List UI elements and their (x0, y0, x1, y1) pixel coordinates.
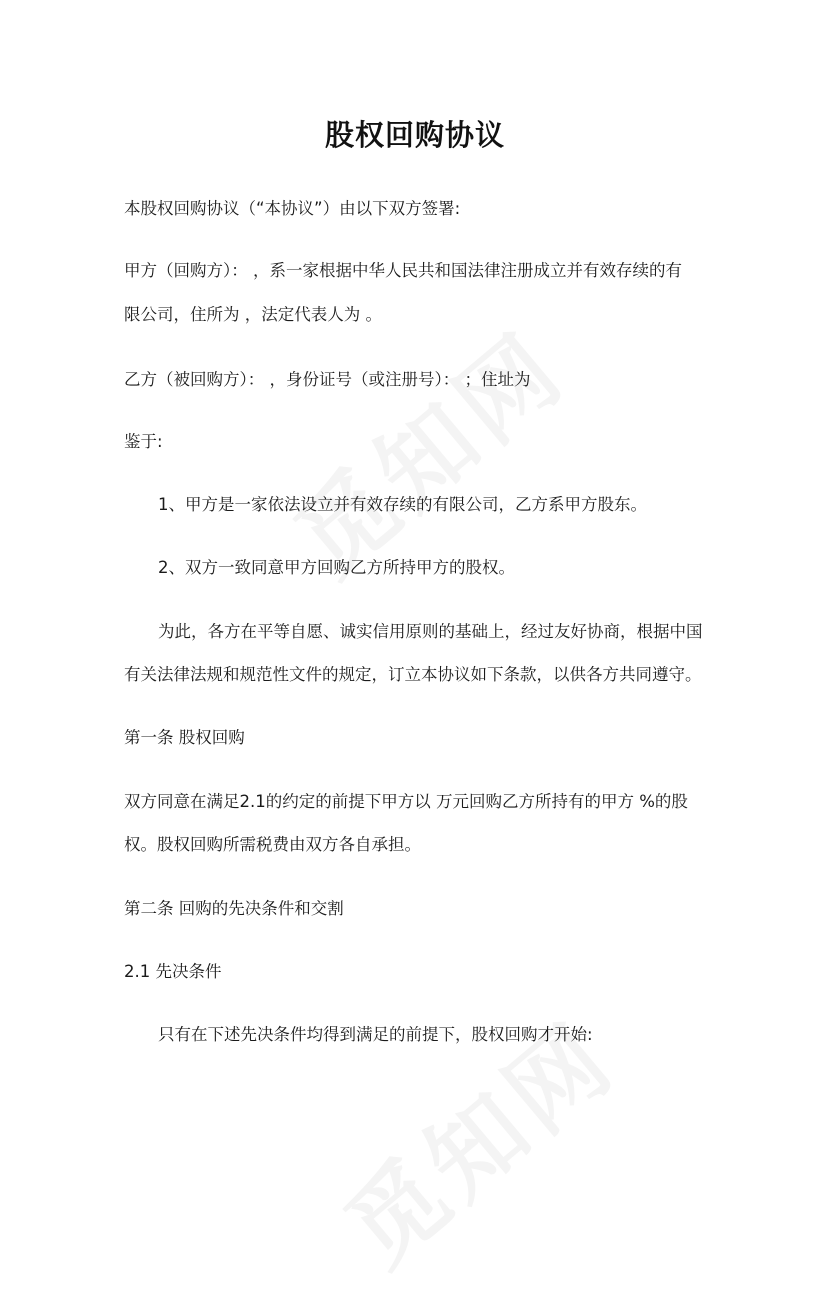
recital-1: 1、甲方是一家依法设立并有效存续的有限公司，乙方系甲方股东。 (158, 495, 647, 514)
recital-2: 2、双方一致同意甲方回购乙方所持甲方的股权。 (158, 558, 515, 577)
section-2-1-text: 只有在下述先决条件均得到满足的前提下，股权回购才开始: (158, 1025, 593, 1044)
section-2-1-heading: 2.1 先决条件 (124, 962, 222, 981)
article-1-text-1: 双方同意在满足2.1的约定的前提下甲方以 万元回购乙方所持有的甲方 %的股 (124, 792, 688, 811)
intro-paragraph: 本股权回购协议（“本协议”）由以下双方签署: (124, 199, 461, 218)
whereas-heading: 鉴于: (124, 432, 163, 451)
article-2-heading: 第二条 回购的先决条件和交割 (124, 899, 344, 918)
article-1-heading: 第一条 股权回购 (124, 728, 245, 747)
party-a-line-1: 甲方（回购方）： ，系一家根据中华人民共和国法律注册成立并有效存续的有 (124, 261, 682, 280)
preamble-line-1: 为此，各方在平等自愿、诚实信用原则的基础上，经过友好协商，根据中国 (158, 622, 703, 641)
article-1-text-2: 权。股权回购所需税费由双方各自承担。 (124, 835, 421, 854)
preamble-line-2: 有关法律法规和规范性文件的规定，订立本协议如下条款，以供各方共同遵守。 (124, 665, 702, 684)
party-b-line: 乙方（被回购方）： ，身份证号（或注册号）： ；住址为 (124, 370, 531, 389)
document-title: 股权回购协议 (324, 118, 505, 152)
party-a-line-2: 限公司，住所为 ，法定代表人为 。 (124, 305, 382, 324)
